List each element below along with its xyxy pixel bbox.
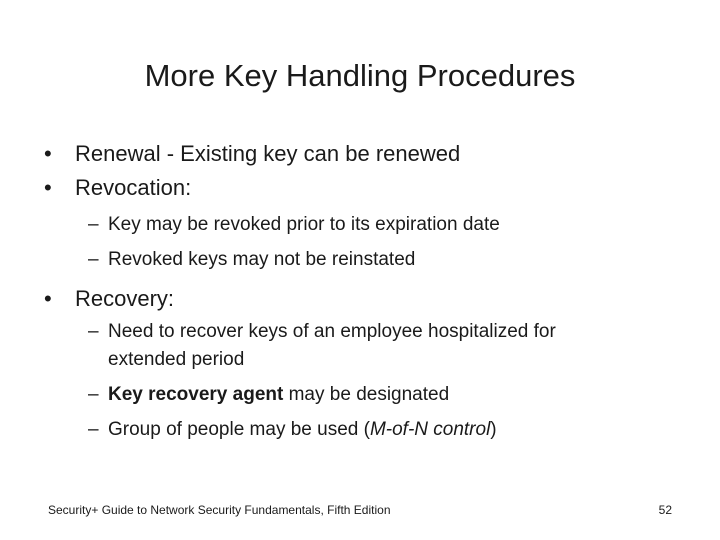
bullet-marker: • — [44, 286, 52, 311]
dash-marker: – — [88, 214, 99, 235]
bullet-revocation — [44, 175, 191, 201]
sub-bullet-text: Group of people may be used ( — [108, 419, 370, 440]
dash-marker: – — [88, 419, 99, 440]
sub-bullet-revoked-prior — [88, 212, 500, 237]
bullet-recovery — [44, 286, 174, 312]
bullet-marker: • — [44, 141, 52, 166]
dash-marker: – — [88, 384, 99, 405]
sub-bullet-group-people — [88, 417, 497, 442]
bullet-text: Renewal - Existing key can be renewed — [75, 141, 461, 166]
sub-bullet-text-end: ) — [490, 419, 497, 440]
key-recovery-agent-term: Key recovery agent — [108, 384, 284, 405]
sub-bullet-not-reinstated — [88, 247, 415, 272]
page-number: 52 — [658, 503, 672, 517]
m-of-n-term: M-of-N control — [369, 419, 491, 440]
sub-bullet-need-recover — [88, 319, 556, 344]
bullet-text: Recovery: — [75, 286, 175, 311]
sub-bullet-text: may be designated — [283, 384, 450, 405]
sub-bullet-continuation: extended period — [108, 349, 245, 370]
sub-bullet-text: Revoked keys may not be reinstated — [108, 249, 416, 270]
dash-marker: – — [88, 321, 99, 342]
bullet-text: Revocation: — [75, 175, 192, 200]
bullet-renewal — [44, 141, 460, 167]
sub-bullet-text: Key may be revoked prior to its expiration date — [108, 214, 500, 235]
slide-title: More Key Handling Procedures — [144, 58, 576, 93]
footer-source: Security+ Guide to Network Security Fundamentals, Fifth Edition — [48, 503, 391, 517]
bullet-marker: • — [44, 175, 52, 200]
sub-bullet-text: Need to recover keys of an employee hospitalized for — [108, 321, 556, 342]
sub-bullet-recovery-agent — [88, 382, 449, 407]
dash-marker: – — [88, 249, 99, 270]
